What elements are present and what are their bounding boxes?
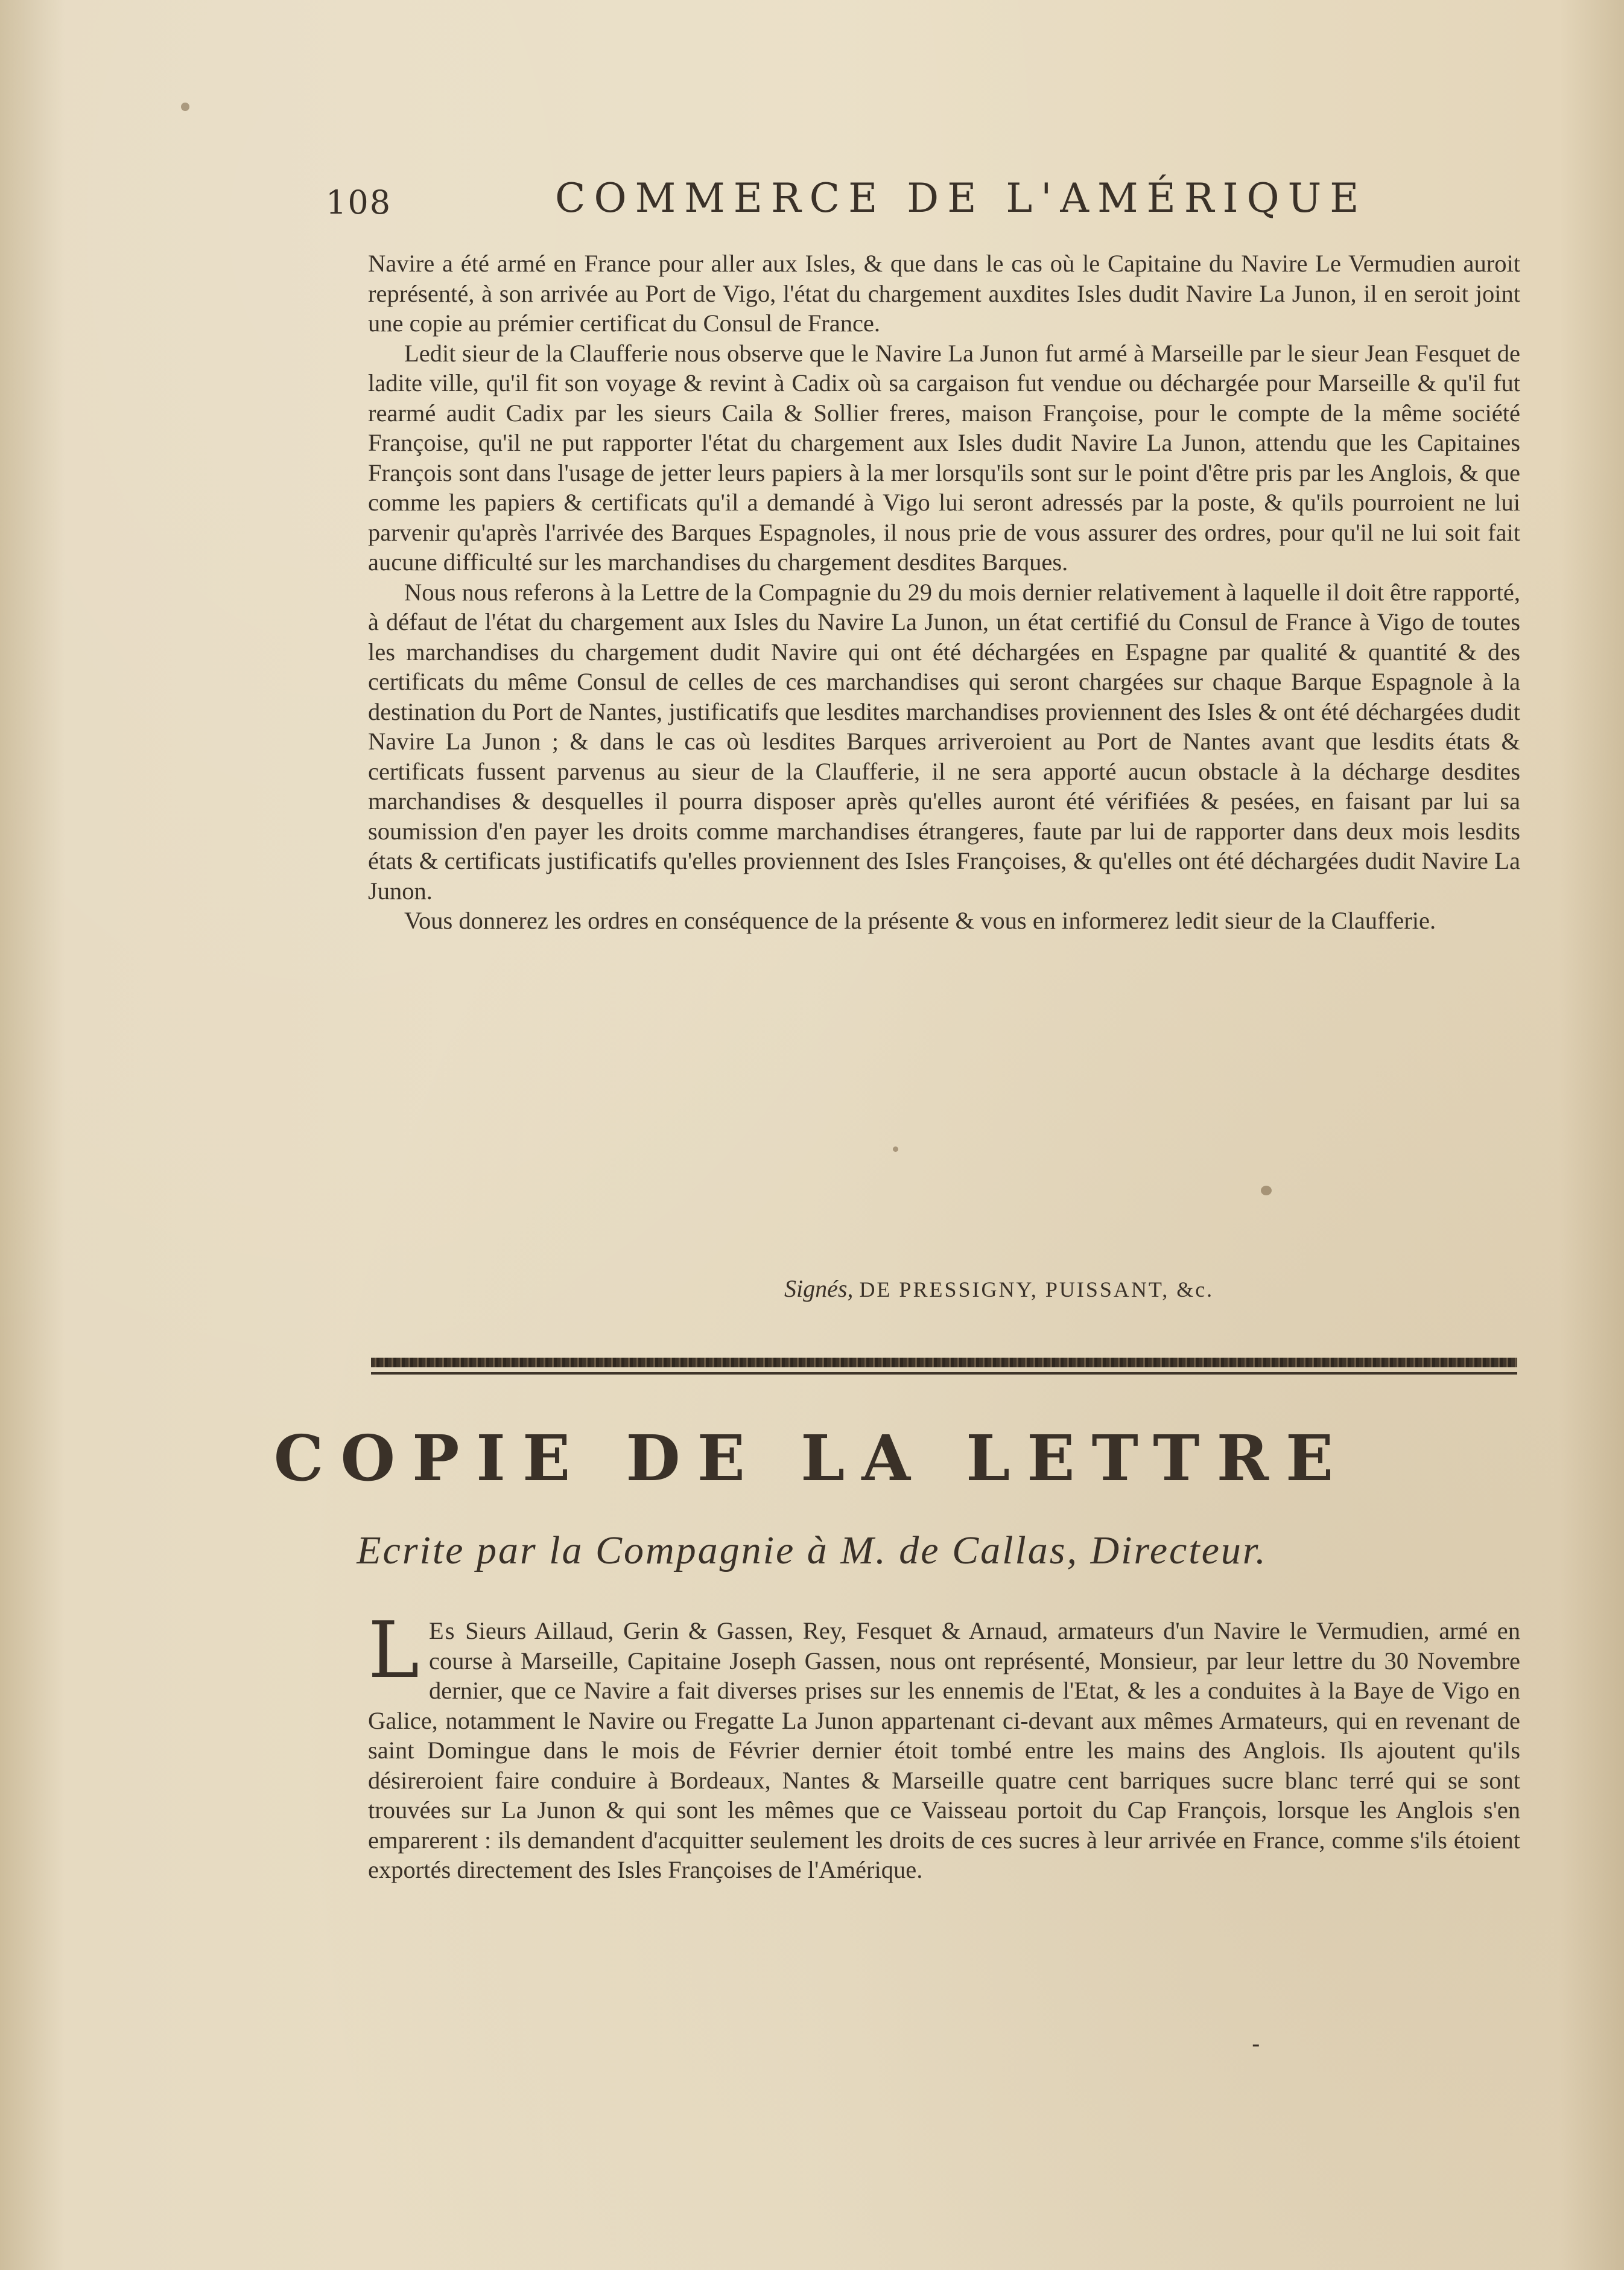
ornamental-rule [371,1358,1517,1367]
section-divider [371,1358,1517,1375]
paragraph: Navire a été armé en France pour aller aux Isles, & que dans le cas où le Capitaine du Navire Le Vermudien auroit représenté, à son arrivée au Port de Vigo, l'état du chargement auxdites Isles dudit Navire La Junon, il en seroit joint une copie au prémier certificat du Consul de France. [368,250,1520,337]
paper-stain [893,1146,898,1152]
thin-rule [371,1372,1517,1375]
signature-line [784,1274,1214,1303]
paper-stain [181,103,189,111]
paragraph [368,1606,1521,1885]
running-title: COMMERCE DE L'AMÉRIQUE [555,175,1368,221]
printer-mark: - [1252,2030,1260,2058]
paper-stain [1261,1186,1272,1195]
letter-two-body [368,1606,1521,1885]
page-number: 108 [326,183,392,221]
first-word-rest: Es [429,1617,456,1644]
signature-names: DE PRESSIGNY, PUISSANT, &c. [859,1277,1214,1302]
letter-two-text: Sieurs Aillaud, Gerin & Gassen, Rey, Fesquet & Arnaud, armateurs d'un Navire le Vermudien, armé en course à Marseille, Capitaine Joseph Gassen, nous ont représenté, Monsieur, par leur lettre du 30 Novembre dernier, que ce Navire a fait diverses prises sur les ennemis de l'Etat, & les a conduites à la Baye de Vigo en Galice, notamment le Navire ou Fregatte La Junon appartenant ci-devant aux mêmes Armateurs, qui en revenant de saint Domingue dans le mois de Février dernier étoit tombé entre les mains des Anglois. Ils ajoutent qu'ils désireroient faire conduire à Bordeaux, Nantes & Marseille quatre cent barriques sucre blanc terré qui se sont trouvées sur La Junon & qui sont les mêmes que ce Vaisseau portoit du Cap François, lorsque les Anglois s'en emparerent : ils demandent d'acquitter seulement les droits de ces sucres à leur arrivée en France, comme s'ils étoient exportés directement des Isles Françoises de l'Amérique. [368,1617,1521,1883]
letter-one-body [368,249,1520,936]
paragraph: Ledit sieur de la Claufferie nous observe que le Navire La Junon fut armé à Marseille par le sieur Jean Fesquet de ladite ville, qu'il fit son voyage & revint à Cadix où sa cargaison fut vendue ou déchargée pour Marseille & qu'il fut rearmé audit Cadix par les sieurs Caila & Sollier freres, maison Françoise, pour le compte de la même société Françoise, qu'il ne put rapporter l'état du chargement aux Isles dudit Navire La Junon, attendu que les Capitaines François sont dans l'usage de jetter leurs papiers à la mer lorsqu'ils sont sur le point d'être pris par les Anglois, & que comme les papiers & certificats qu'il a demandé à Vigo lui seront adressés par la poste, & qu'ils pourroient ne lui parvenir qu'après l'arrivée des Barques Espagnoles, il nous prie de vous assurer des ordres, pour qu'il ne lui soit fait aucune difficulté sur les marchandises du chargement desdites Barques. [368,339,1520,576]
paragraph: Nous nous referons à la Lettre de la Compagnie du 29 du mois dernier relativement à laquelle il doit être rapporté, à défaut de l'état du chargement aux Isles du Navire La Junon, un état certifié du Consul de France à Vigo de toutes les marchandises du chargement dudit Navire qui ont été déchargées en Espagne par qualité & quantité & des certificats du même Consul de celles de ces marchandises qui seront chargées sur chaque Barque Espagnole à la destination du Port de Nantes, justificatifs que lesdites marchandises proviennent des Isles & ont été déchargées dudit Navire La Junon ; & dans le cas où lesdites Barques arriveroient au Port de Nantes avant que lesdits états & certificats fussent parvenus au sieur de la Claufferie, il ne sera apporté aucun obstacle à la décharge desdites marchandises & desquelles il pourra disposer après qu'elles auront été vérifiées & pesées, en faisant par lui sa soumission d'en payer les droits comme marchandises étrangeres, faute par lui de rapporter dans deux mois lesdits états & certificats justificatifs qu'elles proviennent des Isles Françoises, & qu'elles ont été déchargées dudit Navire La Junon. [368,578,1521,905]
section-title: COPIE DE LA LETTRE [273,1421,1351,1495]
signature-prefix: Signés, [784,1275,854,1302]
section-subtitle: Ecrite par la Compagnie à M. de Callas, Directeur. [357,1528,1267,1572]
running-head [326,175,1388,229]
drop-cap: L [368,1606,419,1696]
paragraph: Vous donnerez les ordres en conséquence de la présente & vous en informerez ledit sieur de la Claufferie. [404,907,1436,934]
